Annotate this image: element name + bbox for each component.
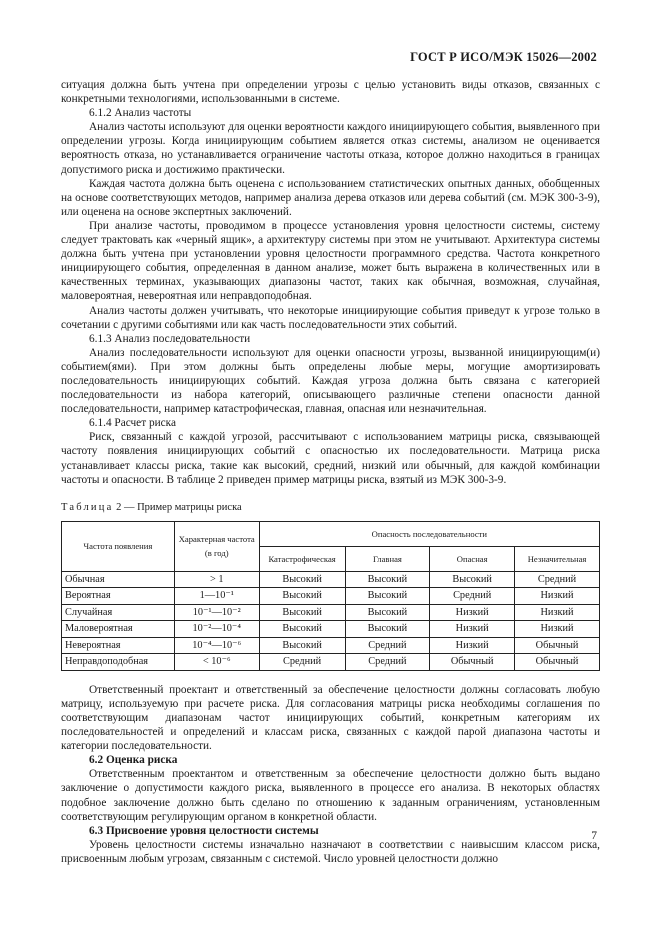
table-cell: Высокий: [345, 588, 430, 605]
paragraph: Анализ частоты должен учитывать, что некоторые инициирующие события приведут к угрозе только в сочетании с другими событиями или как часть последовательности этих событий.: [61, 304, 600, 331]
table-row: [62, 621, 600, 638]
table-cell: Высокий: [345, 621, 430, 638]
table-cell: Низкий: [515, 588, 600, 605]
row-label: Маловероятная: [62, 621, 175, 638]
table-cell: Высокий: [345, 571, 430, 588]
page-number: 7: [591, 830, 597, 842]
table-cell: Средний: [259, 654, 345, 671]
paragraph: Каждая частота должна быть оценена с использованием статистических опытных данных, обобщенных на основе соответствующих методов, например анализа дерева отказов или дерева событий (см. МЭК 300-3-9), или оценена на основе экспертных заключений.: [61, 177, 600, 218]
paragraph: Анализ последовательности используют для оценки опасности угрозы, вызванной инициирующим(и) событием(ями). При этом должны быть определены любые меры, могущие амортизировать последовательность инициирующих событий. Каждая угроза должна быть связана с категорией последовательности из набора категорий, описывающего различные степени опасности данной последовательности, например катастрофическая, главная, опасная или незначительная.: [61, 346, 600, 416]
table-cell: Низкий: [515, 621, 600, 638]
column-header: Катастрофическая: [259, 546, 345, 571]
paragraph: Анализ частоты используют для оценки вероятности каждого инициирующего события, выявленного при определении угрозы. Когда инициирующим событием является отказ системы, анализом не оценивается вероятность отказа, но устанавливается ограничение частоты отказа, которое должно находиться в границах допустимого риска и достижимо практически.: [61, 121, 600, 176]
row-label: Обычная: [62, 571, 175, 588]
row-label: Невероятная: [62, 637, 175, 654]
table-row: [62, 588, 600, 605]
frequency-value: > 1: [174, 571, 259, 588]
table-row: [62, 571, 600, 588]
page-body: [61, 78, 600, 866]
frequency-value: < 10⁻⁶: [174, 654, 259, 671]
paragraph: Риск, связанный с каждой угрозой, рассчитывают с использованием матрицы риска, связывающей частоту появления инициирующих событий с опасностью их последовательности. Матрица риска устанавливает классы риска, такие как высокий, средний, низкий или обычный, для каждой комбинации частоты и опасности. В таблице 2 приведен пример матрицы риска, взятый из МЭК 300-3-9.: [61, 431, 600, 486]
table-cell: Высокий: [259, 588, 345, 605]
table-cell: Высокий: [259, 621, 345, 638]
paragraph: ситуация должна быть учтена при определении угрозы с целью установить виды отказов, связанных с конкретными технологиями, использованными в системе.: [61, 79, 600, 106]
row-label: Случайная: [62, 604, 175, 621]
table-cell: Средний: [515, 571, 600, 588]
table-cell: Низкий: [430, 637, 515, 654]
column-header: Главная: [345, 546, 430, 571]
section-heading: 6.2 Оценка риска: [89, 754, 178, 767]
section-heading: 6.1.4 Расчет риска: [89, 417, 176, 430]
table-cell: Высокий: [345, 604, 430, 621]
frequency-value: 10⁻¹—10⁻²: [174, 604, 259, 621]
row-label: Вероятная: [62, 588, 175, 605]
table-cell: Высокий: [259, 637, 345, 654]
frequency-value: 1—10⁻¹: [174, 588, 259, 605]
column-header-frequency: Частота появления: [62, 521, 175, 571]
paragraph: Уровень целостности системы изначально назначают в соответствии с наивысшим классом риска, присвоенным любым угрозам, связанным с системой. Число уровней целостности должно: [61, 838, 600, 865]
table-cell: Высокий: [259, 571, 345, 588]
table-cell: Низкий: [430, 621, 515, 638]
paragraph: Ответственный проектант и ответственный за обеспечение целостности должны согласовать любую матрицу, используемую при расчете риска. Для согласования матрицы риска необходимы соглашения по соответствующим диапазонам частот инициирующих событий, конкретным категориям их последовательностей и определений и классам риска, связанных с каждой парой диапазона частоты и категории последовательности.: [61, 683, 600, 753]
table-cell: Высокий: [259, 604, 345, 621]
table-cell: Средний: [345, 654, 430, 671]
section-heading: 6.1.2 Анализ частоты: [89, 107, 192, 120]
column-header: Опасная: [430, 546, 515, 571]
table-row: [62, 604, 600, 621]
table-cell: Средний: [345, 637, 430, 654]
table-row: [62, 637, 600, 654]
column-header-characteristic: Характерная частота (в год): [174, 521, 259, 571]
table-cell: Обычный: [515, 637, 600, 654]
column-header: Незначительная: [515, 546, 600, 571]
frequency-value: 10⁻⁴—10⁻⁶: [174, 637, 259, 654]
table-caption: Таблица 2 — Пример матрицы риска: [61, 501, 242, 513]
row-label: Неправдоподобная: [62, 654, 175, 671]
document-header: ГОСТ Р ИСО/МЭК 15026—2002: [410, 50, 597, 64]
section-heading: 6.1.3 Анализ последовательности: [89, 332, 251, 345]
frequency-value: 10⁻²—10⁻⁴: [174, 621, 259, 638]
table-cell: Низкий: [430, 604, 515, 621]
table-cell: Высокий: [430, 571, 515, 588]
table-cell: Низкий: [515, 604, 600, 621]
paragraph: Ответственным проектантом и ответственным за обеспечение целостности должно быть выдано заключение о допустимости каждого риска, выявленного в процессе его анализа. В некоторых областях подобное заключение должно быть сделано по отношению к заданным ограничениям, установленным соответствующим регулирующим органом в конкретной области.: [61, 768, 600, 823]
table-row: [62, 654, 600, 671]
table-cell: Обычный: [515, 654, 600, 671]
risk-matrix-table: [61, 521, 600, 671]
table-cell: Обычный: [430, 654, 515, 671]
table-cell: Средний: [430, 588, 515, 605]
column-group-header: Опасность последовательности: [259, 521, 599, 546]
paragraph: При анализе частоты, проводимом в процессе установления уровня целостности системы, систему следует трактовать как «черный ящик», а архитектуру системы при этом не учитывают. Архитектура системы должна быть учтена при установлении уровня целостности программного средства. Частота конкретного инициирующего события, определенная в данном анализе, может быть выражена в количественных или в качественных терминах, указывающих диапазоны частот, таких как обычная, возможная, случайная, маловероятная, невероятная или неправдоподобная.: [61, 219, 600, 303]
section-heading: 6.3 Присвоение уровня целостности системы: [89, 824, 319, 837]
